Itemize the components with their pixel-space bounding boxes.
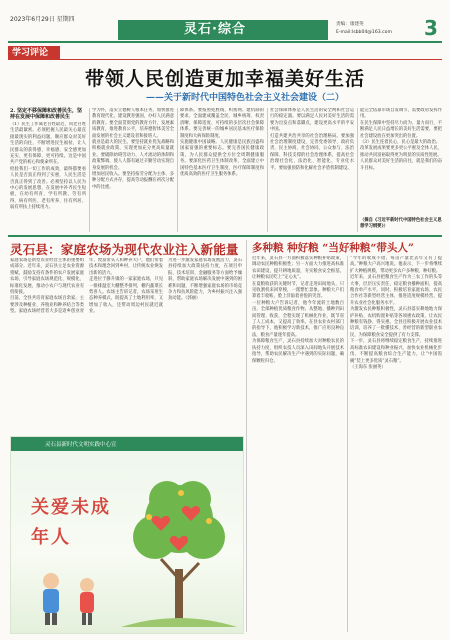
column-tag (8, 46, 60, 60)
issue-date: 2023年6月29日 星期四 (10, 16, 75, 23)
column-divider (177, 108, 178, 232)
story-right-body-right: “今年的收成不错，每亩产量比去年又有了提高。”种粮大户高兴地说。他表示，下一步将继续扩大种植规模，带动更多农户多种粮、种好粮。 近年来，灵石县把粮食生产作为三农工作的头等大事，层层压实责任，稳定粮食播种面积，提高粮食单产水平。同时，积极培育家庭农场、农民合作社等新型经营主体，推进适度规模经营，提升农业社会化服务水平。 为激发农民种粮积极性，灵石县落实耕地地力保护补贴、农机购置补贴等各项惠农政策，让农民种粮有钱挣、得实惠。全县还积极开展农业技术培训，培养了一批懂技术、善经营的新型职业农民，为保障粮食安全提供了有力支撑。 下一步，灵石县将继续稳定粮食生产，持续推进高标准农田建设和种业振兴，加快农业机械化步伐，不断提高粮食综合生产能力，让“中国饭碗”装上更多优质“灵石粮”。 （王海东 张丽英） (350, 256, 442, 370)
story-right-body-left: 近年来，灵石县一方面积极落实种粮补贴政策，调动农民种粮积极性；另一方面大力推进高标准农田建设，提升耕地质量，夯实粮食安全根基，让种粮农民吃上“定心丸”。 在夏粮收获的关键时节，记者走进田间地头，只见收割机来回穿梭，一派繁忙景象。种粮大户们算着丰收账，脸上洋溢着喜悦的笑容。 一位种粮大户告诉记者，他今年流转土地数百亩，全部种植优质粮食作物。从整地、播种到田间管理、收获，全程实现了机械化作业，既节省了人工成本，又提高了效率。在县农业农村部门的指导下，他积极学习新技术，推广应用良种良法，粮食产量逐年提高。 为保障粮食生产，灵石县持续加大对种粮农民的扶持力度，组织农技人员深入田间地头开展技术指导，帮助农民解决生产中遇到的实际问题，确保颗粒归仓。 (252, 256, 344, 364)
heart-tree-illustration (121, 459, 237, 629)
story-left-title: 灵石县：家庭农场为现代农业注入新能量 (10, 242, 239, 257)
article-column-1: （1）民生工作离老百姓最近，同老百姓生活最紧密。必须把握人民最关心最直接最现实的利益问题，顺应群众对美好生活的向往，不断增进民生福祉，让人民群众的获得感、幸福感、安全感更加充实、更有保障、更可持续。这是中国共产党的初心和使命所在。 检验我们一切工作的成效，最终都要看人民是否真正得到了实惠，人民生活是否真正得到了改善。必须坚持以人民为中心的发展思想，在发展中补齐民生短板，在幼有所育、学有所教、劳有所得、病有所医、老有所养、住有所居、弱有所扶上持续用力。 (10, 122, 86, 211)
masthead (0, 0, 450, 42)
banner-title: 关爱未成年人 (31, 497, 111, 548)
column-divider (89, 108, 90, 232)
article-title: 带领人民创造更加幸福美好生活 (84, 68, 365, 90)
article-column-4: 社会保障体系是人民生活的安全网和社会运行的稳定器。要以满足人民对美好生活的需要为出发点和落脚点，建设更高水平的平安中国。 打造共建共治共享的社会治理格局。要加强社会治理制度建设，完善党委领导、政府负责、民主协商、社会协同、公众参与、法治保障、科技支撑的社会治理体系，提高社会治理社会化、法治化、智能化、专业化水平。要加强预防和化解社会矛盾机制建设。 (270, 108, 354, 171)
story-left-body: 家庭农场是新型农业经营主体的重要组成部分。近年来，灵石县立足农业资源禀赋，鼓励支持有条件的农户发展家庭农场，引导家庭农场规范化、规模化、标准化发展，推动小农户与现代农业有机衔接。 目前，全县共培育家庭农场百余家，主要涉及种植业、养殖业和种养结合等类型。家庭农场经营者大多是返乡创业青年、致富带头人和种养大户，他们带着技术和理念回到乡村，让传统农业焕发出新的活力。 走进位于静升镇的一家家庭农场，只见一排排温室大棚整齐排列，棚内蔬菜长势喜人。农场主告诉记者，农场采用生态种养模式，既提高了土地利用率，又增加了收入，还带动周边村民就近就业。 为进一步激发家庭农场发展活力，灵石县持续加大政策扶持力度，在项目申报、技术培训、金融服务等方面给予倾斜，帮助家庭农场解决发展中遇到的困难和问题，不断增强家庭农场的市场竞争力和抗风险能力，为乡村振兴注入强劲动能。（郭丽） (10, 258, 242, 315)
story-right-title: 多种粮 种好粮 “当好种粮“带头人” (252, 242, 414, 254)
article-subtitle: ——关于新时代中国特色社会主义社会建设（二） (145, 93, 344, 103)
column-divider (347, 256, 348, 632)
editor-credit: 责编：康建英 (336, 22, 364, 27)
article-column-5: 能完全依靠市场自发调节，需要政府发挥作用。 在民生保障中坚持尽力而为、量力而行，不断满足人民日益增长的美好生活需要，要把社会建设放在更加突出的位置。 （3）民生连着民心，民心是最大的政治。 改革发展成果要更多更公平惠及全体人民，推动共同富裕取得更为明显的实质性进展。 人民群众对美好生活的向往，就是我们的奋斗目标。 (360, 108, 442, 171)
column-divider (267, 108, 268, 232)
section-title: 灵石·综合 (184, 22, 246, 37)
article-source: （摘自《习近平新时代中国特色社会主义思想学习纲要》） (360, 218, 442, 229)
column-tag-rule (60, 59, 442, 60)
column-divider (246, 240, 247, 632)
banner-image (10, 436, 244, 634)
masthead-rule (8, 41, 442, 43)
banner-top-text: 灵石县新时代文明实践中心宣 (45, 442, 117, 448)
editor-email: E-mail:lsbb04@163.com (336, 30, 392, 35)
column-tag-label: 学习评论 (12, 48, 49, 58)
column-divider (357, 108, 358, 232)
article-column-3: 障体系。要按照兜底线、织密网、建机制的要求，全面建成覆盖全民、城乡统筹、权责清晰、保障适度、可持续的多层次社会保障体系。要完善统一的城乡居民基本医疗保险制度和大病保险制度。 实施健康中国战略。人民健康是民族昌盛和国家富强的重要标志。要完善国民健康政策，为人民群众提供全方位全周期健康服务。要深化医药卫生体制改革，全面建立中国特色基本医疗卫生制度、医疗保障制度和优质高效的医疗卫生服务体系。 (180, 108, 264, 178)
section-divider (8, 235, 442, 237)
article-column-2: 学为怀，落实立德树人根本任务，加快推进教育现代化，建设教育强国，办好人民满意的教育。要全面贯彻党的教育方针，发展素质教育，推进教育公平，培养德智体美劳全面发展的社会主义建设者和接班人。 就业是最大的民生。要坚持就业优先战略和积极就业政策，实现更加充分更高质量就业。要破除妨碍劳动力、人才流动的体制和政策弊端，使人人都有通过辛勤劳动实现自身发展的机会。 增加居民收入。要坚持按劳分配为主体、多种分配方式并存，提高劳动报酬在初次分配中的比重。 (92, 108, 174, 190)
children-figures (29, 567, 119, 627)
article-col1-heading: 2. 坚定不移保障和改善民生，坚持在发展中保障和改善民生 (10, 108, 82, 121)
page-number: 3 (424, 16, 438, 40)
